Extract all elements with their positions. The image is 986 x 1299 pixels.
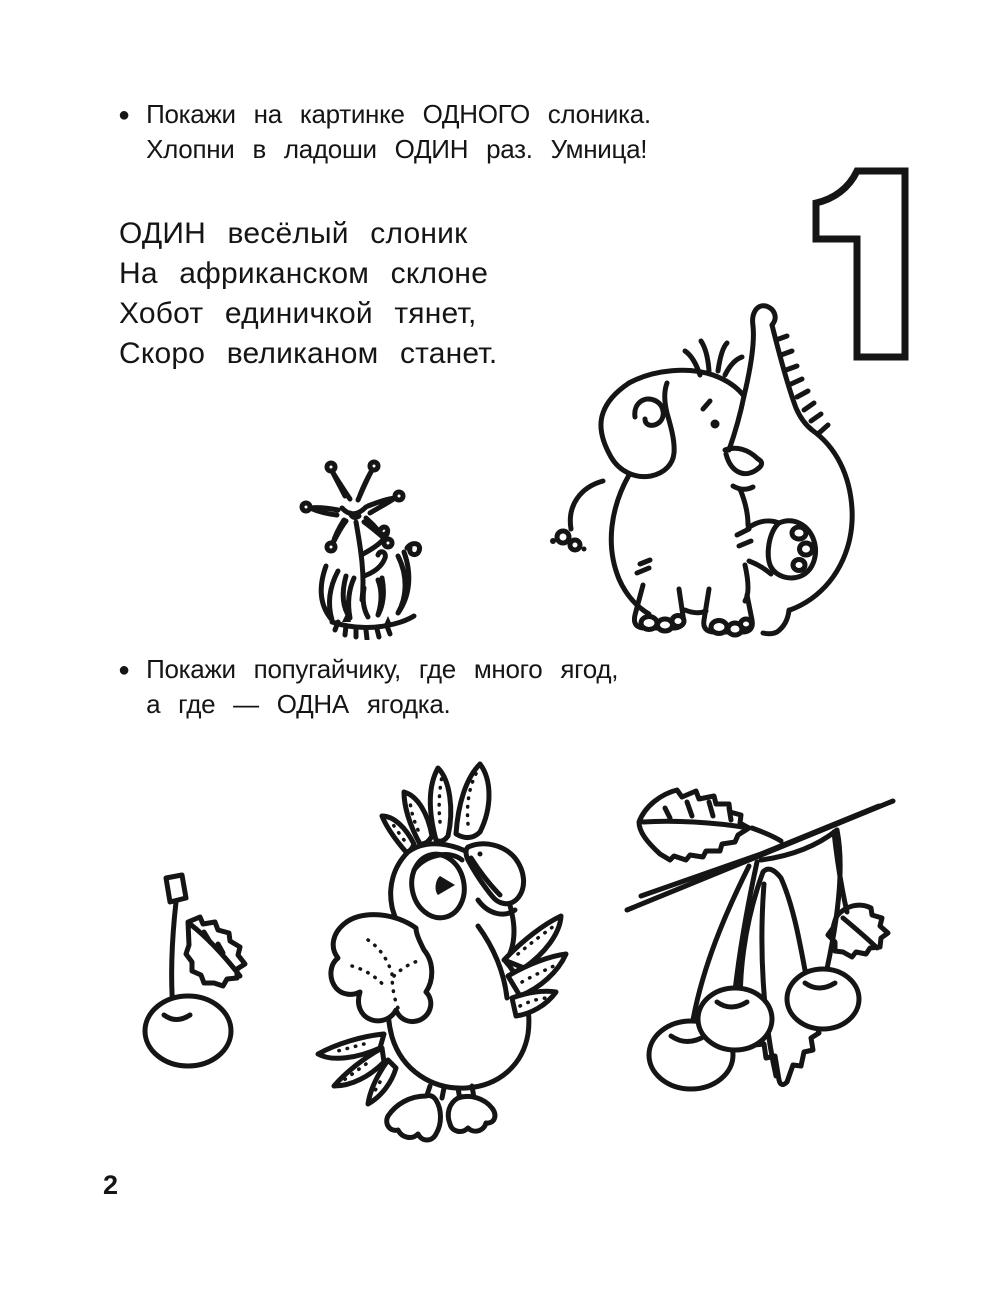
task-1-line-2: Хлопни в ладоши ОДИН раз. Умница!	[146, 134, 648, 164]
elephant-illustration	[543, 283, 873, 643]
branch-cherries	[649, 969, 859, 1089]
parrot-feet	[387, 1086, 495, 1140]
poem-line-2: На африканском склоне	[119, 257, 489, 290]
flower-illustration	[290, 450, 450, 640]
cherry-stem	[172, 902, 176, 1010]
cherry-branch-illustration	[613, 768, 913, 1128]
poem-line-1: ОДИН весёлый слоник	[119, 217, 468, 250]
branch-top-leaf	[639, 790, 749, 860]
cherry-berry	[145, 996, 231, 1066]
parrot-left-wing	[331, 915, 432, 1022]
elephant-tail	[550, 481, 603, 552]
poem	[119, 214, 497, 374]
page-number: 2	[103, 1170, 119, 1200]
poem-line-3: Хобот единичкой тянет,	[119, 297, 477, 330]
parrot-tail	[318, 1034, 396, 1104]
task-1	[118, 97, 651, 167]
flower-grass	[321, 544, 419, 639]
task-2-line-2: а где — ОДНА ягодка.	[146, 689, 451, 719]
cherry-leaf	[186, 917, 245, 986]
flower-petals	[302, 462, 403, 551]
bullet-icon: ●	[118, 104, 131, 126]
parrot-eye	[406, 849, 470, 922]
single-cherry-illustration	[128, 868, 278, 1078]
parrot-beak	[466, 844, 524, 914]
task-2-line-1: Покажи попугайчику, где много ягод,	[146, 654, 619, 684]
poem-line-4: Скоро великаном станет.	[119, 337, 498, 370]
elephant-raised-leg	[737, 489, 816, 601]
elephant-body	[611, 325, 852, 635]
task-2	[118, 652, 618, 722]
cherry-stem-cap	[166, 875, 186, 902]
parrot-crest	[382, 764, 489, 852]
bullet-icon: ●	[118, 659, 131, 681]
task-1-line-1: Покажи на картинке ОДНОГО слоника.	[146, 99, 651, 129]
parrot-illustration	[308, 752, 578, 1152]
